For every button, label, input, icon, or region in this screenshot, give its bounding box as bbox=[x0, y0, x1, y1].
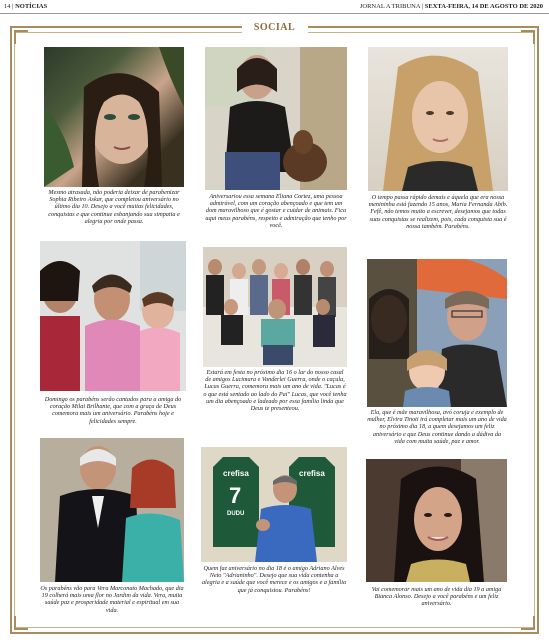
jersey-brand-right: crefisa bbox=[299, 469, 325, 478]
caption-milai: Domingo os parabéns serão cantados para a amiga do coração Milai Brilhante, que com a graça de Deus comemora mais um aniversário. Parabéns hoje e felicidades sempre. bbox=[44, 396, 182, 425]
section-title: SOCIAL bbox=[253, 22, 296, 33]
newspaper-date: JORNAL A TRIBUNA | SEXTA-FEIRA, 14 DE AGOSTO DE 2020 bbox=[359, 3, 543, 10]
issue-date: SEXTA-FEIRA, 14 DE AGOSTO DE 2020 bbox=[424, 3, 543, 10]
photo-adriano bbox=[201, 447, 347, 562]
photo-elvira bbox=[367, 259, 507, 407]
photo-sophia bbox=[44, 47, 184, 187]
section-name: NOTÍCIAS bbox=[15, 3, 48, 10]
photo-vera bbox=[40, 438, 184, 582]
photo-bianca bbox=[366, 459, 507, 582]
photo-guerra-family bbox=[203, 247, 347, 367]
caption-sophia: Mesmo atrasada, não poderia deixar de parabenizar Sophia Ribeiro Askar, que completou aniversário no último dia 10. Desejo a você muitas felicidades, conquistas e que continue esbanjando sua simpatia e alegria por onde passa. bbox=[48, 189, 180, 225]
caption-adriano: Quem faz aniversário no dia 18 é o amigo Adriano Alves Neto "Adrianinho". Desejo que sua vida contenha a alegria e a saúde que você merece e os amigos e a família que já conquistou. Parabéns! bbox=[201, 565, 347, 594]
jersey-number: 7 bbox=[229, 483, 242, 508]
jersey-brand-left: crefisa bbox=[223, 469, 249, 478]
caption-elvira: Ela, que é mãe maravilhosa, avó coruja e exemplo de mulher, Elvira Tinoti irá completar mais um ano de vida no próximo dia 18, a quem desejamos um feliz aniversário e que Deus continue dando a dádiva da vida com muita saúde, paz e amor. bbox=[367, 409, 507, 445]
page-number-section: 14 | NOTÍCIAS bbox=[4, 3, 48, 10]
caption-eliana: Aniversariou essa semana Eliana Cortez, uma pessoa admirável, com um coração abençoado e que tem um dom maravilhoso que é gostar e cuidar de animais. Fica aqui meus parabéns, respeito e admiração que tenho por você. bbox=[205, 193, 347, 229]
caption-maria-fernanda: O tempo passa rápido demais e àquela que era nossa menininha está fazendo 15 anos, Maria Fernanda Abib. Fefê, não temos muito a escrever, desejamos que todas suas conquistas se realizem, pois, cada conquista sua é nossa também. Parabéns. bbox=[368, 194, 508, 230]
caption-guerra: Estará em festa no próximo dia 16 o lar do nosso casal de amigos Lucimara e Vanderlei Guerra, onde o caçula, Lucas Guerra, comemora mais um ano de vida. "Lucas é o que está sentado ao lado do Pai" Lucas, que você tenha um dia abençoado e ladeado por essa família linda que Deus te presenteou. bbox=[203, 369, 347, 413]
photo-maria-fernanda bbox=[368, 47, 508, 191]
page-number: 14 bbox=[4, 3, 11, 10]
jersey-name: DUDU bbox=[227, 511, 245, 517]
caption-bianca: Vai comemorar mais um ano de vida dia 19 a amiga Bianca Alonso. Desejo a você parabéns e um feliz aniversário. bbox=[371, 586, 502, 608]
corner-ornament bbox=[14, 616, 28, 630]
page-header bbox=[0, 0, 549, 14]
newspaper-name: JORNAL A TRIBUNA bbox=[359, 3, 421, 10]
photo-milai bbox=[40, 241, 186, 391]
corner-ornament bbox=[521, 616, 535, 630]
caption-vera: Os parabéns vão para Vera Marconato Machado, que dia 19 colherá mais uma flor no Jardim da vida. Vera, muita saúde paz e prosperidade material e espiritual em sua vida. bbox=[40, 585, 184, 614]
photo-eliana bbox=[205, 47, 347, 190]
